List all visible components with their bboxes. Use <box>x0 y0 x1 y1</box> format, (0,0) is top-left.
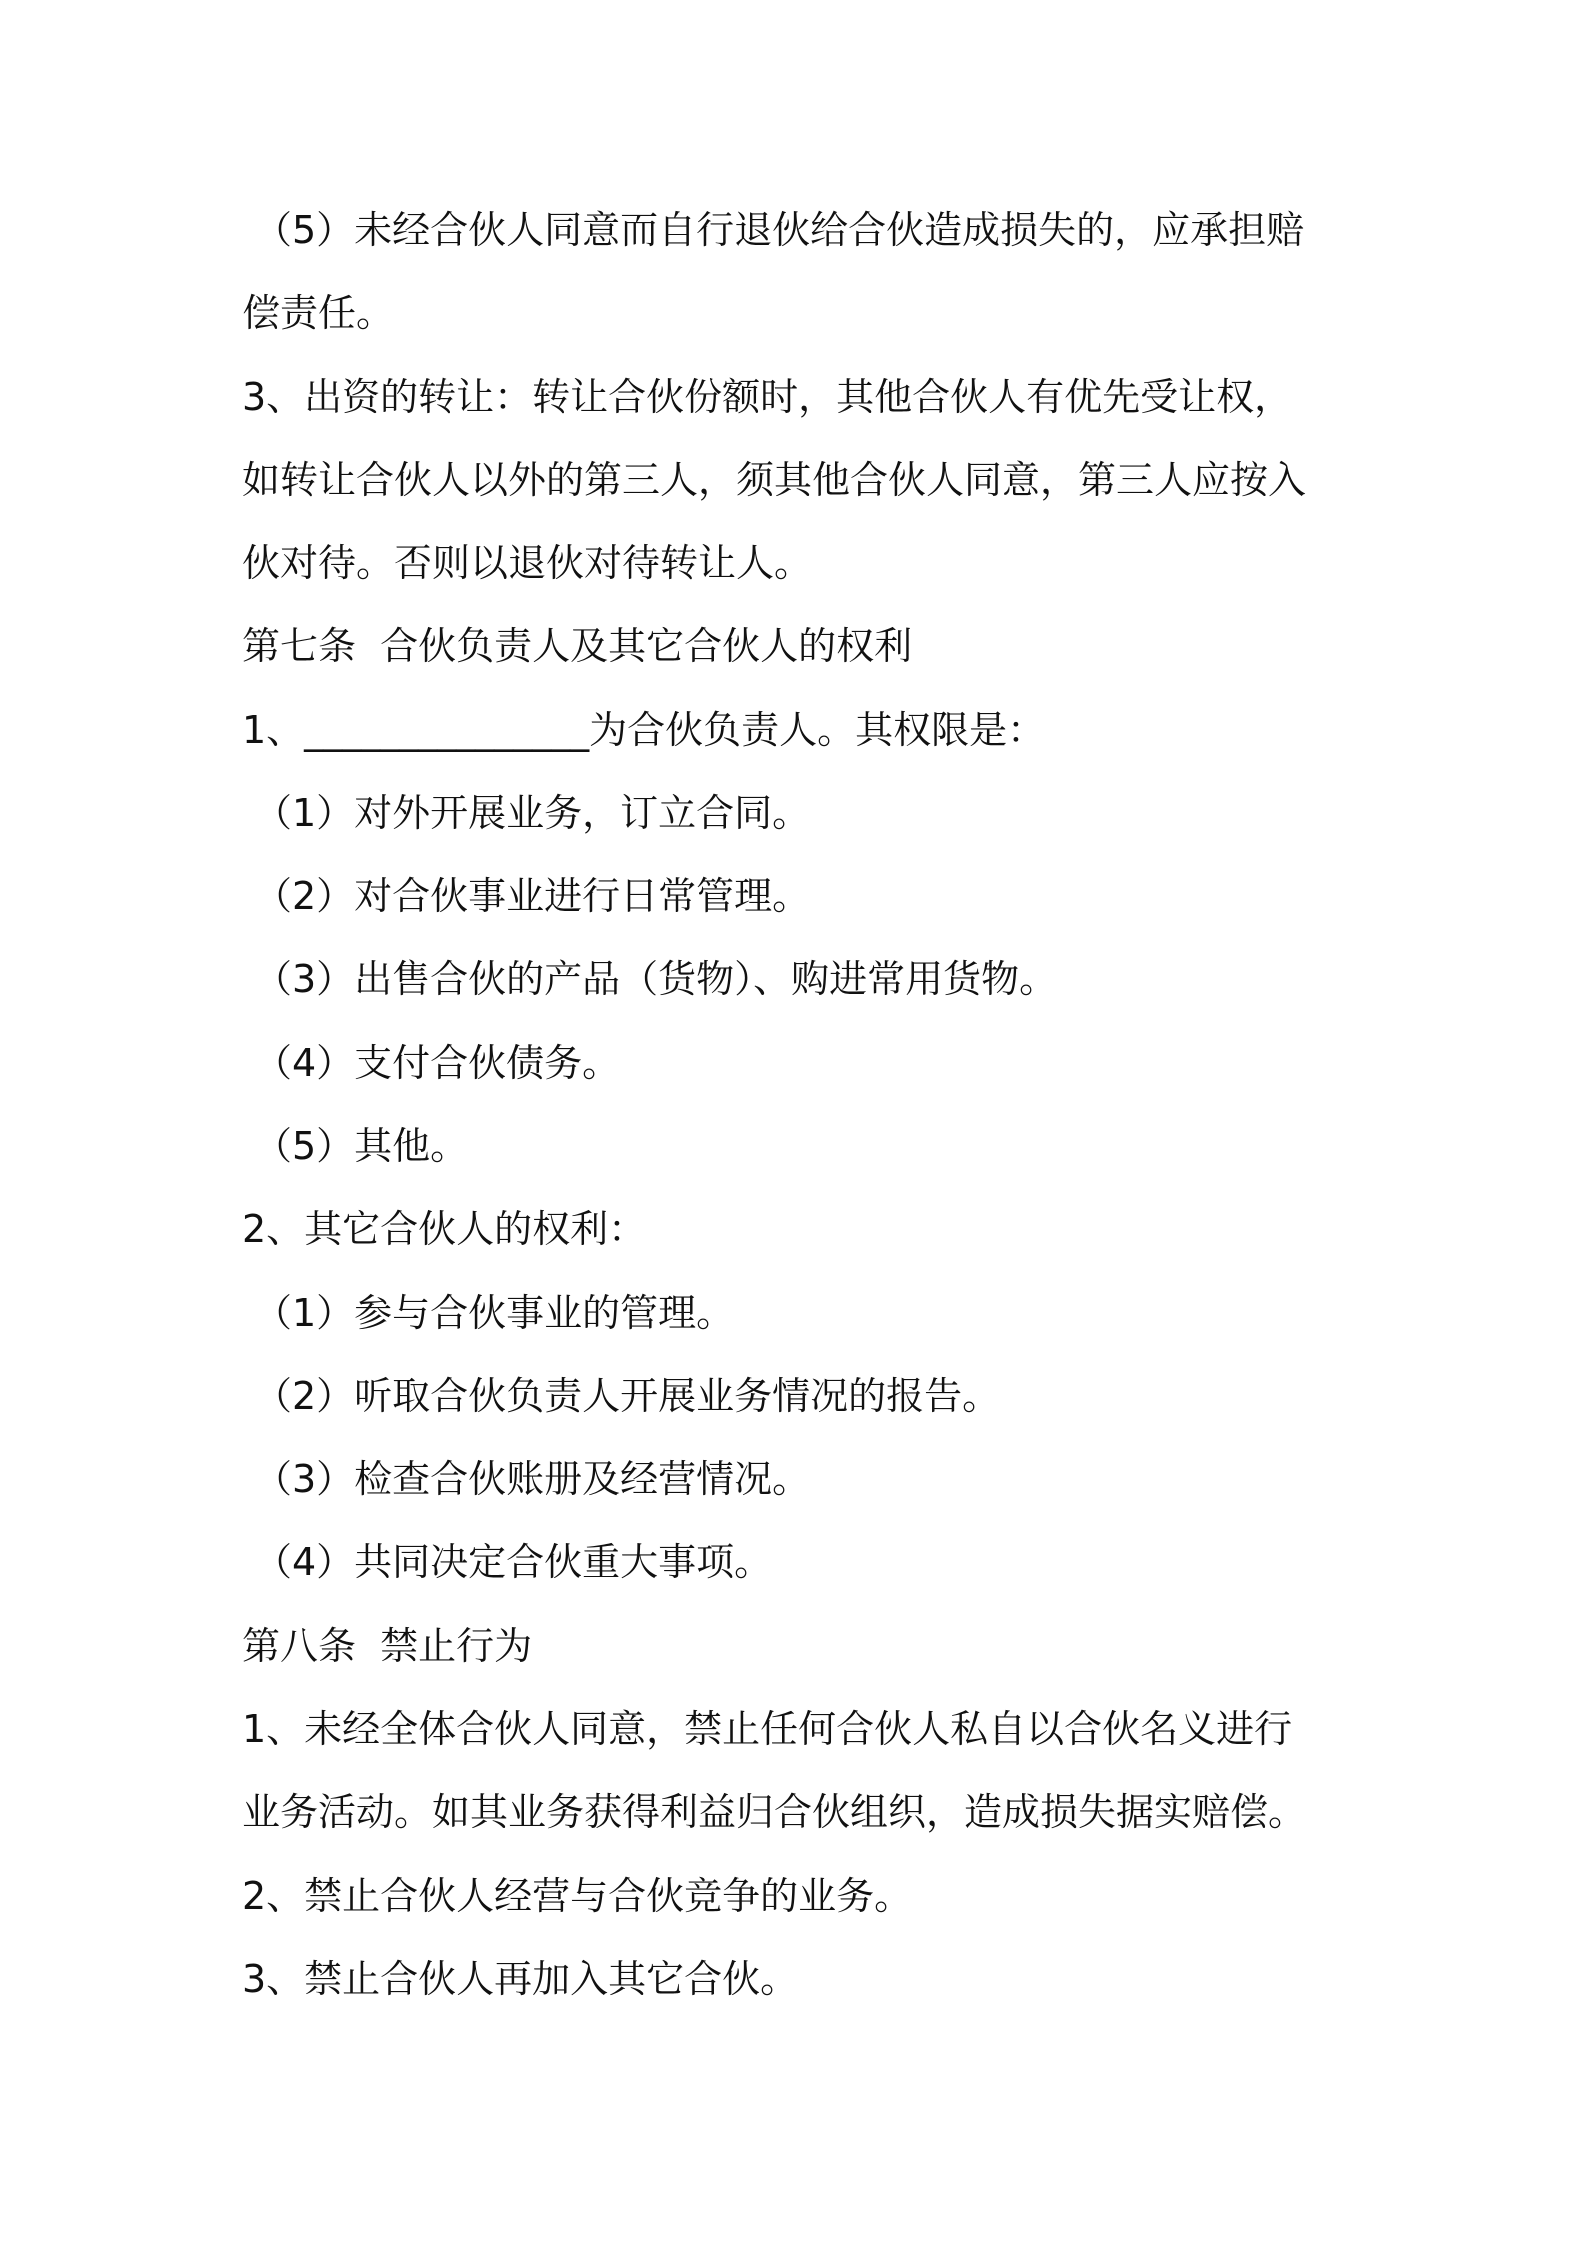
paragraph-line: 如转让合伙人以外的第三人，须其他合伙人同意，第三人应按入 <box>242 458 1307 502</box>
paragraph-line: 伙对待。否则以退伙对待转让人。 <box>242 541 813 585</box>
paragraph-line: 1、未经全体合伙人同意，禁止任何合伙人私自以合伙名义进行 <box>242 1707 1293 1751</box>
list-item: （5）其他。 <box>254 1124 469 1168</box>
paragraph-line: 业务活动。如其业务获得利益归合伙组织，造成损失据实赔偿。 <box>242 1790 1307 1834</box>
list-item: （1）参与合伙事业的管理。 <box>254 1291 735 1335</box>
paragraph-line: 3、禁止合伙人再加入其它合伙。 <box>242 1957 799 2001</box>
paragraph-line: 2、禁止合伙人经营与合伙竞争的业务。 <box>242 1874 913 1918</box>
list-item: （1）对外开展业务，订立合同。 <box>254 791 811 835</box>
paragraph-line: （5）未经合伙人同意而自行退伙给合伙造成损失的，应承担赔 <box>254 208 1305 252</box>
section-heading: 第八条 禁止行为 <box>242 1624 533 1668</box>
paragraph-line: 2、其它合伙人的权利： <box>242 1207 647 1251</box>
section-heading: 第七条 合伙负责人及其它合伙人的权利 <box>242 624 913 668</box>
list-item: （4）支付合伙债务。 <box>254 1041 621 1085</box>
paragraph-line: 3、出资的转让：转让合伙份额时，其他合伙人有优先受让权， <box>242 375 1293 419</box>
list-item: （4）共同决定合伙重大事项。 <box>254 1540 773 1584</box>
paragraph-line: 偿责任。 <box>242 291 395 335</box>
list-item: （2）对合伙事业进行日常管理。 <box>254 874 811 918</box>
list-item: （3）出售合伙的产品（货物）、购进常用货物。 <box>254 957 1058 1001</box>
list-item: （3）检查合伙账册及经营情况。 <box>254 1457 811 1501</box>
paragraph-line: 1、_______________为合伙负责人。其权限是： <box>242 708 1046 752</box>
list-item: （2）听取合伙负责人开展业务情况的报告。 <box>254 1374 1001 1418</box>
